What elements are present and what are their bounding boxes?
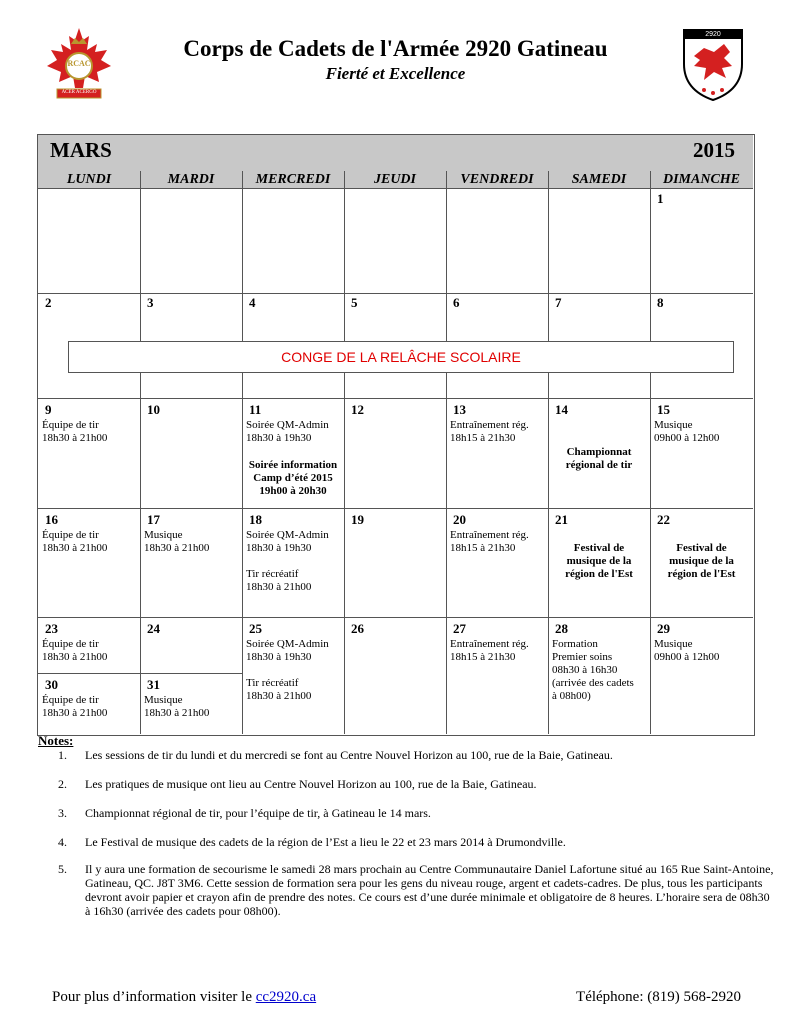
left-logo-motto: ACER ACERGO	[61, 90, 97, 95]
event-entrainement-label: Entraînement rég.	[450, 638, 529, 650]
event-festival-line2: musique de la	[566, 555, 632, 567]
grid-line	[38, 293, 753, 294]
event-tir-time: 18h30 à 21h00	[42, 432, 108, 444]
event-musique-time: 18h30 à 21h00	[144, 707, 210, 719]
event-tir-time: 18h30 à 21h00	[42, 707, 108, 719]
event-info-line1: Soirée information	[248, 459, 338, 471]
event-entrainement-time: 18h15 à 21h30	[450, 432, 516, 444]
day-header-mardi: MARDI	[140, 171, 242, 188]
day-number: 11	[249, 402, 262, 417]
event-tir-recreatif-label: Tir récréatif	[246, 677, 299, 689]
note-text: Le Festival de musique des cadets de la région de l’Est a lieu le 22 et 23 mars 2014 à Drumondville.	[85, 835, 566, 849]
event-qm-time: 18h30 à 19h30	[246, 542, 312, 554]
event-tir-recreatif-time: 18h30 à 21h00	[246, 690, 312, 702]
event-qm-time: 18h30 à 19h30	[246, 651, 312, 663]
note-item	[58, 806, 758, 822]
footer-info	[52, 989, 316, 1006]
month-title: MARS	[50, 138, 112, 162]
event-tir-time: 18h30 à 21h00	[42, 542, 108, 554]
day-number: 2	[45, 295, 52, 310]
grid-line	[38, 617, 753, 618]
note-text: Les sessions de tir du lundi et du mercredi se font au Centre Nouvel Horizon au 100, rue de la Baie, Gatineau.	[85, 748, 613, 762]
event-tir-label: Équipe de tir	[42, 694, 99, 706]
day-number: 31	[147, 677, 160, 692]
year-title: 2015	[693, 138, 735, 162]
day-header-mercredi: MERCREDI	[242, 171, 344, 188]
event-festival-line2: musique de la	[669, 555, 734, 567]
event-musique-label: Musique	[144, 529, 183, 541]
event-festival-line1: Festival de	[676, 542, 727, 554]
grid-line	[38, 188, 753, 189]
footer-phone: Téléphone: (819) 568-2920	[576, 989, 741, 1005]
event-festival-line1: Festival de	[573, 542, 625, 554]
event-tir-recreatif-label: Tir récréatif	[246, 568, 299, 580]
day-number: 1	[657, 191, 664, 206]
event-tir-label: Équipe de tir	[42, 529, 99, 541]
note-item	[58, 862, 774, 926]
grid-line	[344, 171, 345, 734]
event-qm-label: Soirée QM-Admin	[246, 419, 329, 431]
day-number: 29	[657, 621, 670, 636]
event-formation-line5: à 08h00)	[552, 690, 591, 702]
event-entrainement-time: 18h15 à 21h30	[450, 651, 516, 663]
day-number: 21	[555, 512, 568, 527]
day-number: 12	[351, 402, 364, 417]
right-logo	[680, 26, 746, 102]
day-number: 27	[453, 621, 466, 636]
event-qm-label: Soirée QM-Admin	[246, 638, 329, 650]
day-number: 18	[249, 512, 262, 527]
note-number: 1.	[58, 748, 67, 762]
note-number: 2.	[58, 777, 67, 791]
grid-line	[38, 398, 753, 399]
event-musique-label: Musique	[654, 419, 693, 431]
event-formation-line2: Premier soins	[552, 651, 613, 663]
notes-title: Notes:	[38, 733, 74, 748]
event-info-line3: 19h00 à 20h30	[259, 485, 327, 497]
day-number: 10	[147, 402, 160, 417]
day-number: 19	[351, 512, 364, 527]
note-item	[58, 835, 758, 851]
website-link[interactable]: cc2920.ca	[255, 989, 317, 1005]
event-tir-time: 18h30 à 21h00	[42, 651, 108, 663]
page-title: Corps de Cadets de l'Armée 2920 Gatineau	[183, 36, 608, 61]
grid-line	[446, 171, 447, 734]
event-info-line2: Camp d’été 2015	[253, 472, 333, 484]
day-number: 4	[249, 295, 256, 310]
event-festival-line3: région de l'Est	[565, 568, 633, 580]
event-tir-label: Équipe de tir	[42, 638, 99, 650]
day-number: 17	[147, 512, 160, 527]
event-musique-label: Musique	[654, 638, 693, 650]
day-header-dimanche: DIMANCHE	[650, 171, 753, 188]
day-number: 6	[453, 295, 460, 310]
day-number: 14	[555, 402, 568, 417]
day-number: 23	[45, 621, 58, 636]
event-entrainement-label: Entraînement rég.	[450, 419, 529, 431]
grid-line	[38, 508, 753, 509]
note-item	[58, 777, 758, 793]
day-number: 25	[249, 621, 262, 636]
calendar	[37, 134, 755, 736]
day-number: 13	[453, 402, 466, 417]
right-logo-text: 2920	[705, 31, 721, 38]
calendar-header-bar	[38, 135, 753, 171]
note-number: 5.	[58, 862, 67, 876]
day-header-jeudi: JEUDI	[344, 171, 446, 188]
day-number: 16	[45, 512, 58, 527]
event-championnat-line2: régional de tir	[565, 459, 633, 471]
grid-line	[242, 171, 243, 734]
note-text: Championnat régional de tir, pour l’équipe de tir, à Gatineau le 14 mars.	[85, 806, 431, 820]
day-number: 22	[657, 512, 670, 527]
event-qm-label: Soirée QM-Admin	[246, 529, 329, 541]
day-header-samedi: SAMEDI	[548, 171, 650, 188]
day-header-vendredi: VENDREDI	[446, 171, 548, 188]
event-musique-time: 09h00 à 12h00	[654, 651, 720, 663]
day-number: 3	[147, 295, 154, 310]
event-musique-label: Musique	[144, 694, 183, 706]
day-number: 9	[45, 402, 52, 417]
page-subtitle: Fierté et Excellence	[325, 64, 466, 83]
note-item	[58, 748, 758, 764]
day-number: 15	[657, 402, 670, 417]
grid-line	[650, 171, 651, 734]
event-tir-label: Équipe de tir	[42, 419, 99, 431]
note-number: 4.	[58, 835, 67, 849]
event-formation-line3: 08h30 à 16h30	[552, 664, 618, 676]
day-number: 5	[351, 295, 358, 310]
note-number: 3.	[58, 806, 67, 820]
spring-break-banner: CONGE DE LA RELÂCHE SCOLAIRE	[68, 341, 734, 373]
day-number: 26	[351, 621, 364, 636]
day-number: 7	[555, 295, 562, 310]
day-number: 24	[147, 621, 160, 636]
day-number: 30	[45, 677, 58, 692]
grid-line	[140, 171, 141, 734]
day-header-lundi: LUNDI	[38, 171, 140, 188]
event-formation-line1: Formation	[552, 638, 598, 650]
event-formation-line4: (arrivée des cadets	[552, 677, 634, 689]
left-logo-text: RCAC	[67, 59, 91, 68]
event-championnat-line1: Championnat	[566, 446, 632, 458]
event-musique-time: 09h00 à 12h00	[654, 432, 720, 444]
event-entrainement-label: Entraînement rég.	[450, 529, 529, 541]
event-festival-line3: région de l'Est	[667, 568, 736, 580]
footer-info-text: Pour plus d’information visiter le	[52, 989, 256, 1005]
day-number: 8	[657, 295, 664, 310]
event-qm-time: 18h30 à 19h30	[246, 432, 312, 444]
note-text: Les pratiques de musique ont lieu au Centre Nouvel Horizon au 100, rue de la Baie, Gatineau.	[85, 777, 537, 791]
event-musique-time: 18h30 à 21h00	[144, 542, 210, 554]
day-number: 20	[453, 512, 466, 527]
note-text: Il y aura une formation de secourisme le samedi 28 mars prochain au Centre Communautaire Daniel Lafortune situé au 165 Rue Saint-Antoine, Gatineau, QC. J8T 3M6. Cette session de formation sera pour les gens du niveau rouge, argent et cadets-cadres. De plus, tous les participants devront avoir papier et crayon afin de prendre des notes. Ce cours est d’une durée minimale et obligatoire de 8 heures. L’horaire sera de 08h30 à 16h30 (arrivée des cadets pour 08h00).	[85, 862, 774, 918]
event-tir-recreatif-time: 18h30 à 21h00	[246, 581, 312, 593]
day-number: 28	[555, 621, 568, 636]
event-entrainement-time: 18h15 à 21h30	[450, 542, 516, 554]
